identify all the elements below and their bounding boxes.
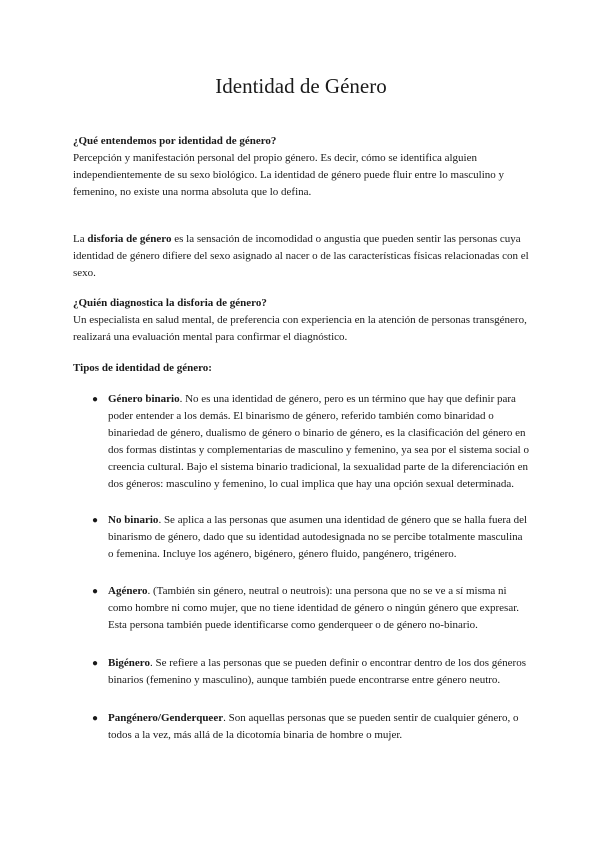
bold-term: Pangénero/Genderqueer [108, 712, 224, 724]
bold-term: Bigénero [108, 657, 150, 669]
section-diagnosis [73, 295, 529, 346]
section-heading: ¿Qué entendemos por identidad de género? [73, 135, 277, 147]
list-item [92, 710, 529, 744]
bold-term: No binario [108, 514, 159, 526]
section-identity [73, 133, 529, 201]
list-item [92, 391, 529, 493]
bullet-icon: ● [92, 586, 99, 597]
types-heading-block [73, 360, 529, 377]
document-title: Identidad de Género [215, 74, 387, 98]
section-body [73, 231, 529, 282]
section-heading: ¿Quién diagnostica la disforia de género? [73, 297, 267, 309]
bold-term: Género binario [108, 393, 180, 405]
bold-term: Agénero [108, 585, 148, 597]
bullet-icon: ● [92, 658, 99, 669]
bold-term: disforia de género [87, 233, 172, 245]
bullet-icon: ● [92, 515, 99, 526]
section-body: Percepción y manifestación personal del propio género. Es decir, cómo se identifica alguien independientemente de su sexo biológico. La identidad de género puede fluir entre lo masculino y femenino, no existe una norma absoluta que lo defina. [73, 152, 505, 198]
list-item [92, 655, 529, 689]
list-item [92, 583, 529, 634]
item-body: . (También sin género, neutral o neutrois): una persona que no se ve a sí misma ni como hombre ni como mujer, que no tiene identidad de género o ningún género que expresar. Esta persona también puede identificarse como genderqueer o de género no-binario. [108, 585, 520, 631]
item-body: . Se aplica a las personas que asumen una identidad de género que se halla fuera del binarismo de género, dado que su identidad autodesignada no se percibe totalmente masculina o femenina. Incluye los agénero, bigénero, género fluido, pangénero, trigénero. [108, 514, 528, 560]
section-body: Un especialista en salud mental, de preferencia con experiencia en la atención de personas transgénero, realizará una evaluación mental para confirmar el diagnóstico. [73, 314, 527, 343]
section-dysphoria [73, 231, 529, 282]
bullet-icon: ● [92, 713, 99, 724]
text-prefix: La [73, 233, 88, 245]
item-body: . Se refiere a las personas que se pueden definir o encontrar dentro de los dos géneros binarios (femenino y masculino), aunque también puede encontrarse entre género neutro. [108, 657, 526, 686]
item-body: . No es una identidad de género, pero es un término que hay que definir para poder entender a los demás. El binarismo de género, referido también como binaridad o binariedad de género, dualismo de género o binario de género, es la clasificación del género en dos formas distintas y complementarias de masculino y femenino, ya sea por el sistema social o creencia cultural. Bajo el sistema binario tradicional, la sexualidad parte de la diferenciación en dos géneros: masculino y femenino, lo cual implica que hay una opción sexual determinada. [108, 393, 529, 490]
list-item [92, 512, 529, 563]
item-body: . Son aquellas personas que se pueden sentir de cualquier género, o todos a la vez, más allá de la dicotomía binaria de hombre o mujer. [108, 712, 519, 741]
text-body: es la sensación de incomodidad o angustia que pueden sentir las personas cuya identidad de género difiere del sexo asignado al nacer o de las características físicas relacionadas con el sexo. [73, 233, 529, 279]
section-heading: Tipos de identidad de género: [73, 362, 212, 374]
bullet-icon: ● [92, 394, 99, 405]
